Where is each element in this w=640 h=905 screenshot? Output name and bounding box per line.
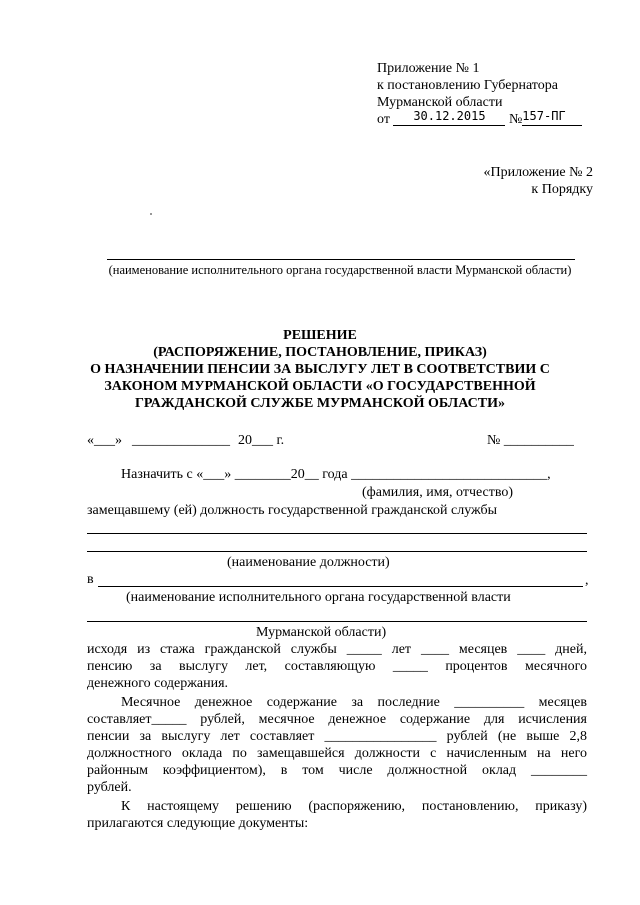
in-suffix: , [585,573,589,588]
org-caption-2: Мурманской области) [256,625,387,640]
appendix2-line-1: «Приложение № 2 [483,165,593,180]
appendix-line-1: Приложение № 1 [377,61,480,76]
para1-line-1: исходя из стажа гражданской службы _____ лет ____ месяцев ____ дней, [87,642,587,657]
position-line-1 [87,533,587,534]
appendix-num-prefix: № [508,112,523,127]
org-line-2 [87,621,587,622]
decision-date-month: ______________ [132,433,230,448]
para3-line-1: К настоящему решению (распоряжению, постановлению, приказу) [121,799,587,814]
decision-number: № __________ [487,433,574,448]
title-line-2: (РАСПОРЯЖЕНИЕ, ПОСТАНОВЛЕНИЕ, ПРИКАЗ) [153,345,487,360]
appendix-date-value: 30.12.2015 [393,108,505,126]
para2-line-3: пенсии за выслугу лет составляет ________________ рублей (не выше 2,8 [87,729,587,744]
position-caption: (наименование должности) [227,555,390,570]
org-line [98,586,583,587]
title-line-1: РЕШЕНИЕ [283,328,357,343]
org-caption-1: (наименование исполнительного органа государственной власти [126,590,511,605]
assign-text: Назначить с «___» ________20__ года ____________________________, [121,467,551,482]
para3-line-2: прилагаются следующие документы: [87,816,309,831]
appendix-line-3: Мурманской области [377,95,503,110]
para2-line-6: рублей. [87,780,132,795]
decision-date-year: 20___ г. [238,433,285,448]
fio-caption: (фамилия, имя, отчество) [362,485,514,500]
appendix2-line-2: к Порядку [531,182,593,197]
org-name-caption: (наименование исполнительного органа государственной власти Мурманской области) [108,263,572,277]
para2-line-1: Месячное денежное содержание за последние __________ месяцев [121,695,587,710]
appendix-date-prefix: от [377,112,390,127]
title-line-4: ЗАКОНОМ МУРМАНСКОЙ ОБЛАСТИ «О ГОСУДАРСТВЕННОЙ [104,379,536,394]
position-text: замещавшему (ей) должность государственной гражданской службы [87,503,498,518]
title-line-5: ГРАЖДАНСКОЙ СЛУЖБЕ МУРМАНСКОЙ ОБЛАСТИ» [134,396,505,411]
in-prefix: в [87,572,94,587]
para1-line-3: денежного содержания. [87,676,229,691]
para2-line-2: составляет_____ рублей, месячное денежное содержание для исчисления [87,712,587,727]
appendix-num-value: 157-ПГ [522,108,582,126]
position-line-2 [87,551,587,552]
para1-line-2: пенсию за выслугу лет, составляющую _____ процентов месячного [87,659,587,674]
org-name-line [107,259,575,260]
decision-date-day: «___» [87,433,122,448]
appendix-line-2: к постановлению Губернатора [377,78,558,93]
scan-speck [150,213,152,215]
para2-line-5: районным коэффициентом), в том числе должностной оклад ________ [87,763,587,778]
title-line-3: О НАЗНАЧЕНИИ ПЕНСИИ ЗА ВЫСЛУГУ ЛЕТ В СООТВЕТСТВИИ С [90,362,550,377]
para2-line-4: должностного оклада по замещавшейся должности с начисленным на него [87,746,587,761]
appendix-date-row [377,111,582,129]
